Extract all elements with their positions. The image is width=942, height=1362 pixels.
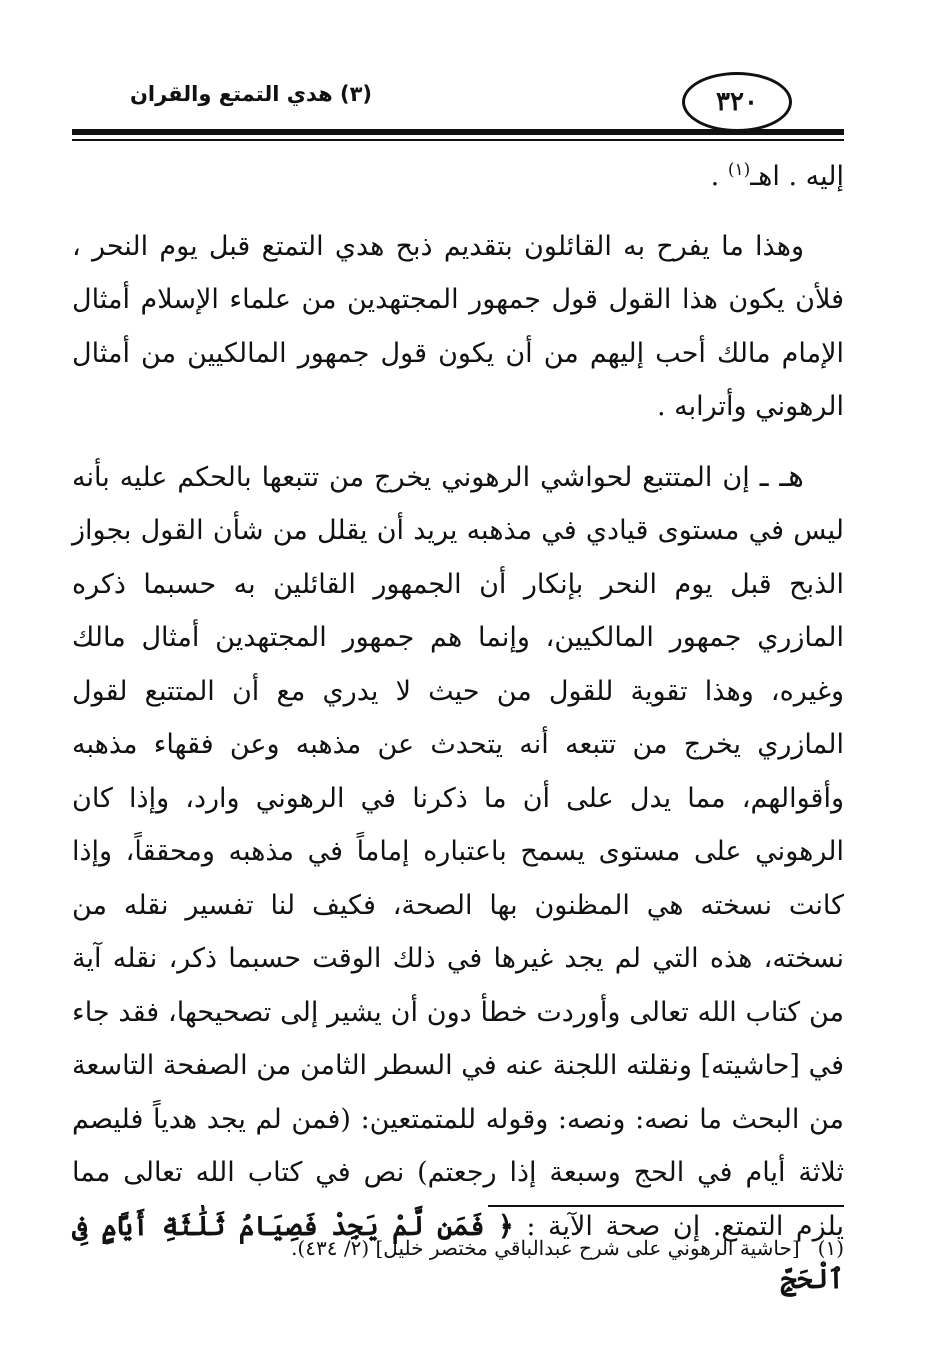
footnote-reference: (١) (727, 160, 751, 180)
footnote-1 (200, 1236, 844, 1260)
footnote-separator (488, 1205, 844, 1207)
footnote-number: (١) (817, 1236, 844, 1260)
carry-over-line (72, 150, 844, 204)
item-marker: هـ ـ (759, 458, 805, 494)
header-rule-thin (72, 139, 844, 141)
paragraph-gap (72, 434, 844, 450)
carry-end: . (710, 161, 728, 192)
footnote-text: [حاشية الرهوني على شرح عبدالباقي مختصر خليل] (٢/ ٤٣٤). (291, 1236, 800, 1260)
paragraph-gap (72, 204, 844, 220)
quran-quote: ﴿ فَمَن لَّمْ يَجِدْ فَصِيَامُ ثَلَٰثَةِ أَيَّامٍ فِى ٱلْحَجِّ (72, 1210, 844, 1295)
paragraph-2 (72, 450, 844, 1307)
paragraph-2-text: إن المتتبع لحواشي الرهوني يخرج من تتبعها بالحكم عليه بأنه ليس في مستوى قيادي في مذهبه يريد أن يقلل من شأن القول بجواز الذبح قبل يوم النحر بإنكار أن الجمهور القائلين به حسبما ذكره المازري جمهور المالكيين، وإنما هم جمهور المجتهدين أمثال مالك وغيره، وهذا تقوية للقول من حيث لا يدري مع أن المتتبع لقول المازري يخرج من تتبعه أنه يتحدث عن مذهبه وعن فقهاء مذهبه وأقوالهم، مما يدل على أن ما ذكرنا في الرهوني وارد، وإذا كان الرهوني على مستوى يسمح باعتباره إماماً في مذهبه ومحققاً، وإذا كانت نسخته هي المظنون بها الصحة، فكيف لنا تفسير نقله من نسخته، هذه التي لم يجد غيرها في ذلك الوقت حسبما ذكر، نقله آية من كتاب الله تعالى وأوردت خطأ دون أن يشير إلى تصحيحها، فقد جاء في [حاشيته] ونقلته اللجنة عنه في السطر الثامن من الصفحة التاسعة من البحث ما نصه: ونصه: وقوله للمتمتعين: (فمن لم يجد هدياً فليصم ثلاثة أيام في الحج وسبعة إذا رجعتم) نص في كتاب الله تعالى مما يلزم التمتع. إن صحة الآية : (72, 461, 844, 1242)
paragraph-1: وهذا ما يفرح به القائلون بتقديم ذبح هدي التمتع قبل يوم النحر ، فلأن يكون هذا القول قول جمهور المجتهدين من علماء الإسلام أمثال الإمام مالك أحب إليهم من أن يكون قول جمهور المالكيين من أمثال الرهوني وأترابه . (72, 230, 844, 422)
body-text (72, 150, 844, 1307)
carry-text: إليه . اهـ (750, 161, 844, 192)
page-number: ٣٢٠ (682, 72, 792, 132)
running-title: (٣) هدي التمتع والقران (130, 82, 372, 106)
